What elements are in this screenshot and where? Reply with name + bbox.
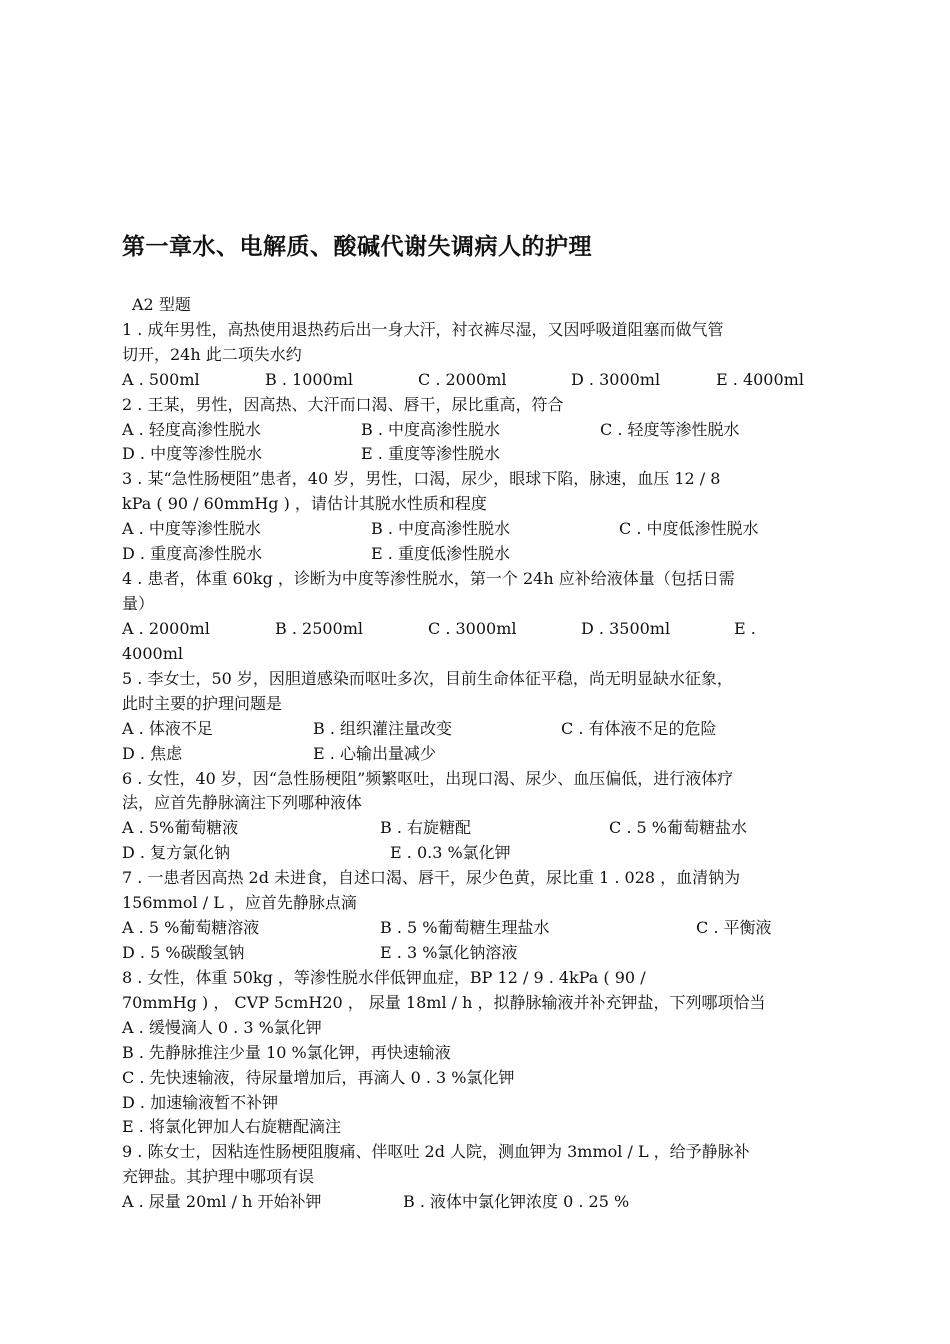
q4-option-e: E . — [734, 619, 756, 638]
section-label: A2 型题 — [132, 295, 191, 314]
question-6-stem-line-2: 法，应首先静脉滴注下列哪种液体 — [122, 793, 363, 812]
q8-option-b: B . 先静脉推注少量 10 %氯化钾，再快速输液 — [122, 1043, 451, 1062]
question-4-stem-line-2: 量） — [122, 594, 155, 613]
q4-option-b: B . 2500ml — [275, 619, 364, 638]
q1-option-c: C . 2000ml — [418, 370, 507, 389]
q2-option-e: E . 重度等渗性脱水 — [361, 444, 500, 463]
question-3-stem-line-1: 3 . 某“急性肠梗阻”患者，40 岁，男性，口渴，尿少，眼球下陷，脉速，血压 12 / 8 — [122, 469, 721, 488]
q4-option-a: A . 2000ml — [122, 619, 210, 638]
q6-option-a: A . 5%葡萄糖液 — [122, 818, 239, 837]
chapter-title: 第一章水、电解质、酸碱代谢失调病人的护理 — [122, 233, 592, 260]
q4-option-d: D . 3500ml — [581, 619, 671, 638]
q4-option-c: C . 3000ml — [428, 619, 517, 638]
q1-option-a: A . 500ml — [122, 370, 200, 389]
question-9-stem-line-2: 充钾盐。其护理中哪项有误 — [122, 1167, 315, 1186]
question-5-stem-line-1: 5 . 李女士，50 岁，因胆道感染而呕吐多次，目前生命体征平稳，尚无明显缺水征象， — [122, 669, 733, 688]
q2-option-d: D . 中度等渗性脱水 — [122, 444, 263, 463]
q8-option-a: A . 缓慢滴人 0 . 3 %氯化钾 — [122, 1018, 322, 1037]
q7-option-a: A . 5 %葡萄糖溶液 — [122, 918, 260, 937]
q6-option-c: C . 5 %葡萄糖盐水 — [609, 818, 747, 837]
q3-option-b: B . 中度高渗性脱水 — [371, 519, 511, 538]
q3-option-e: E . 重度低渗性脱水 — [371, 544, 510, 563]
q6-option-e: E . 0.3 %氯化钾 — [390, 843, 511, 862]
question-1-stem-line-2: 切开，24h 此二项失水约 — [122, 345, 302, 364]
q5-option-c: C . 有体液不足的危险 — [561, 719, 717, 738]
q3-option-a: A . 中度等渗性脱水 — [122, 519, 261, 538]
q1-option-b: B . 1000ml — [265, 370, 354, 389]
q9-option-b: B . 液体中氯化钾浓度 0 . 25 % — [403, 1192, 630, 1211]
q2-option-c: C . 轻度等渗性脱水 — [600, 420, 740, 439]
q3-option-c: C . 中度低渗性脱水 — [619, 519, 759, 538]
question-9-stem-line-1: 9 . 陈女士，因粘连性肠梗阻腹痛、伴呕吐 2d 人院，测血钾为 3mmol / L ，给予静脉补 — [122, 1142, 750, 1161]
q5-option-a: A . 体液不足 — [122, 719, 213, 738]
q5-option-b: B . 组织灌注量改变 — [313, 719, 453, 738]
q8-option-e: E . 将氯化钾加人右旋糖配滴注 — [122, 1117, 341, 1136]
question-8-stem-line-1: 8 . 女性，体重 50kg ，等渗性脱水伴低钾血症，BP 12 / 9 . 4kPa ( 90 / — [122, 968, 646, 987]
q2-option-b: B . 中度高渗性脱水 — [361, 420, 501, 439]
question-1-stem-line-1: 1 . 成年男性，高热使用退热药后出一身大汗，衬衣裤尽湿，又因呼吸道阻塞而做气管 — [122, 320, 724, 339]
q1-option-e: E . 4000ml — [716, 370, 804, 389]
q5-option-d: D . 焦虑 — [122, 744, 183, 763]
q9-option-a: A . 尿量 20ml / h 开始补钾 — [122, 1192, 322, 1211]
question-6-stem-line-1: 6 . 女性，40 岁，因“急性肠梗阻”频繁呕吐，出现口渴、尿少、血压偏低，进行液体疗 — [122, 769, 734, 788]
question-8-stem-line-2: 70mmHg ) ， CVP 5cmH20 ， 尿量 18ml / h ，拟静脉输液并补充钾盐，下列哪项恰当 — [122, 993, 766, 1012]
q1-option-d: D . 3000ml — [571, 370, 661, 389]
q7-option-b: B . 5 %葡萄糖生理盐水 — [380, 918, 550, 937]
q7-option-d: D . 5 %碳酸氢钠 — [122, 943, 245, 962]
q6-option-b: B . 右旋糖配 — [380, 818, 472, 837]
q8-option-d: D . 加速输液暂不补钾 — [122, 1093, 279, 1112]
question-3-stem-line-2: kPa ( 90 / 60mmHg ) ，请估计其脱水性质和程度 — [122, 494, 487, 513]
question-4-stem-line-1: 4 . 患者，体重 60kg ，诊断为中度等渗性脱水，第一个 24h 应补给液体量（包括日需 — [122, 569, 735, 588]
question-7-stem-line-2: 156mmol / L ，应首先静脉点滴 — [122, 893, 357, 912]
question-2-stem: 2 . 王某，男性，因高热、大汗而口渴、唇干，尿比重高，符合 — [122, 395, 564, 414]
q2-option-a: A . 轻度高渗性脱水 — [122, 420, 261, 439]
q7-option-c: C . 平衡液 — [696, 918, 772, 937]
q5-option-e: E . 心输出量减少 — [313, 744, 436, 763]
q6-option-d: D . 复方氯化钠 — [122, 843, 231, 862]
q8-option-c: C . 先快速输液，待尿量增加后，再滴人 0 . 3 %氯化钾 — [122, 1068, 515, 1087]
q7-option-e: E . 3 %氯化钠溶液 — [380, 943, 518, 962]
question-5-stem-line-2: 此时主要的护理问题是 — [122, 694, 283, 713]
q4-option-e-value: 4000ml — [122, 644, 184, 663]
question-7-stem-line-1: 7 . 一患者因高热 2d 未进食，自述口渴、唇干，尿少色黄，尿比重 1 . 028 ，血清钠为 — [122, 868, 741, 887]
q3-option-d: D . 重度高渗性脱水 — [122, 544, 263, 563]
